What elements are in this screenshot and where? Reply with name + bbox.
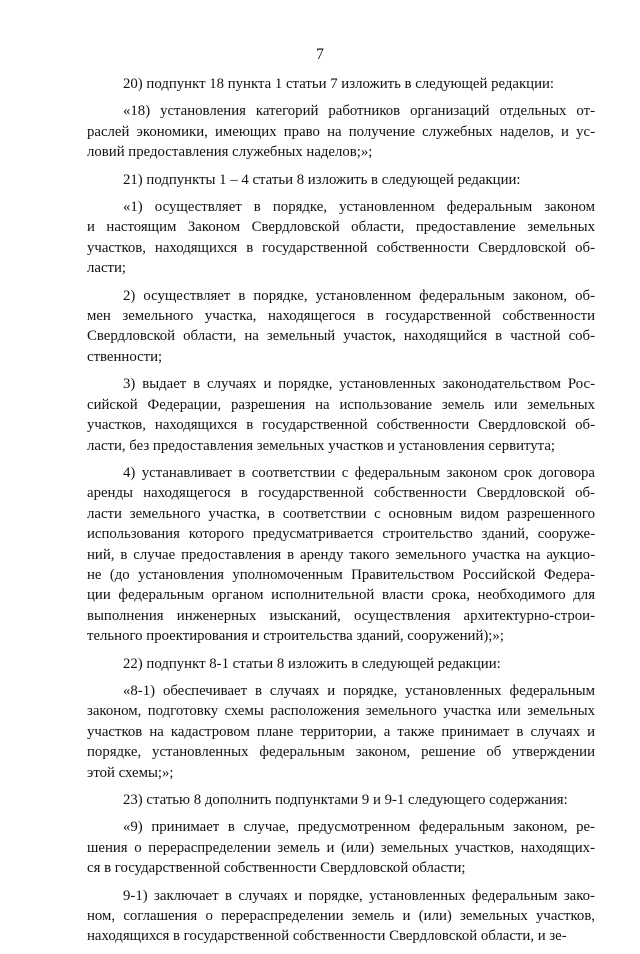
text-line: выполнения инженерных изысканий, осуществления архитектурно-строи- xyxy=(87,607,595,624)
text-line: ся в государственной собственности Свердловской области; xyxy=(87,860,466,877)
page-number: 7 xyxy=(316,46,324,63)
paragraph-p4 xyxy=(87,463,595,647)
text-line: участков, находящихся в государственной собственности Свердловской об- xyxy=(87,239,595,256)
paragraph-p23 xyxy=(87,790,595,810)
text-line: ловий предоставления служебных наделов;»; xyxy=(87,144,373,161)
paragraph-p2 xyxy=(87,286,595,368)
text-line: «8-1) обеспечивает в случаях и порядке, установленных федеральным xyxy=(123,682,595,699)
text-line: использования которого предусматривается строительство зданий, сооруже- xyxy=(87,526,595,543)
paragraph-p9-1 xyxy=(87,886,595,947)
paragraph-p8-1 xyxy=(87,681,595,783)
text-line: ласти; xyxy=(87,260,127,277)
text-line: ном, соглашения о перераспределении земель и (или) земельных участков, xyxy=(87,908,595,925)
text-line: «1) осуществляет в порядке, установленном федеральным законом xyxy=(123,199,595,216)
paragraph-p22 xyxy=(87,654,595,674)
text-line: раслей экономики, имеющих право на получение служебных наделов, и ус- xyxy=(87,123,595,140)
text-line: находящихся в государственной собственности Свердловской области, и зе- xyxy=(87,928,567,945)
text-line: порядке, установленных федеральным законом, решение об утверждении xyxy=(87,744,595,761)
text-line: ственности; xyxy=(87,348,163,365)
text-line: ции федеральным органом исполнительной власти срока, необходимого для xyxy=(87,587,595,604)
text-line: сийской Федерации, разрешения на использование земель или земельных xyxy=(87,396,595,413)
text-line: и настоящим Законом Свердловской области, предоставление земельных xyxy=(87,219,595,236)
text-line: законом, подготовку схемы расположения земельного участка или земельных xyxy=(87,703,595,720)
text-line: 22) подпункт 8-1 статьи 8 изложить в следующей редакции: xyxy=(123,655,501,672)
text-line: 23) статью 8 дополнить подпунктами 9 и 9-1 следующего содержания: xyxy=(123,792,568,808)
text-line: участков, находящихся в государственной собственности Свердловской об- xyxy=(87,417,595,434)
text-line: участков на кадастровом плане территории, а также принимает в случаях и xyxy=(87,723,595,740)
paragraph-p21 xyxy=(87,170,595,190)
text-line: не (до установления уполномоченным Правительством Российской Федера- xyxy=(87,566,595,583)
paragraph-p1 xyxy=(87,197,595,279)
text-line: этой схемы;»; xyxy=(87,764,174,781)
text-line: 4) устанавливает в соответствии с федеральным законом срок договора xyxy=(123,464,595,481)
text-line: ласти, без предоставления земельных участков и установления сервитута; xyxy=(87,437,555,454)
text-line: 9-1) заключает в случаях и порядке, установленных федеральным зако- xyxy=(123,887,595,904)
text-line: мен земельного участка, находящегося в государственной собственности xyxy=(87,308,595,325)
text-line: Свердловской области, на земельный участок, находящийся в частной соб- xyxy=(87,328,595,345)
text-line: аренды находящегося в государственной собственности Свердловской об- xyxy=(87,485,595,502)
text-line: шения о перераспределении земель и (или) земельных участков, находящих- xyxy=(87,839,595,856)
text-line: 20) подпункт 18 пункта 1 статьи 7 изложить в следующей редакции: xyxy=(123,76,555,92)
text-line: тельного проектирования и строительства зданий, сооружений);»; xyxy=(87,628,504,645)
paragraph-p18 xyxy=(87,101,595,162)
text-line: ний, в случае предоставления в аренду такого земельного участка на аукцио- xyxy=(87,546,595,563)
paragraph-p9 xyxy=(87,817,595,878)
text-line: 3) выдает в случаях и порядке, установленных законодательством Рос- xyxy=(123,376,595,393)
text-line: 2) осуществляет в порядке, установленном федеральным законом, об- xyxy=(123,287,595,304)
paragraph-p20 xyxy=(87,74,595,94)
document-body xyxy=(87,74,595,954)
text-line: ласти земельного участка, в соответствии с основным видом разрешенного xyxy=(87,505,595,522)
text-line: «18) установления категорий работников организаций отдельных от- xyxy=(123,103,595,120)
paragraph-p3 xyxy=(87,374,595,456)
text-line: 21) подпункты 1 – 4 статьи 8 изложить в следующей редакции: xyxy=(123,171,521,188)
text-line: «9) принимает в случае, предусмотренном федеральным законом, ре- xyxy=(123,819,595,836)
